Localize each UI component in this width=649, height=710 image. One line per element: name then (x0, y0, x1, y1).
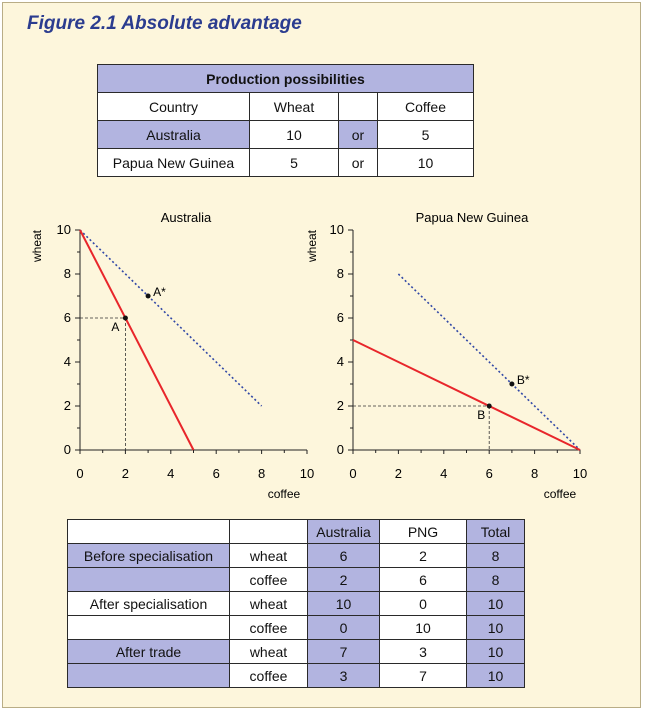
table-cell: 3 (380, 640, 467, 664)
table-header: Production possibilities (98, 65, 474, 93)
production-possibility-line (80, 230, 194, 450)
y-tick-label: 0 (336, 442, 344, 457)
x-tick-label: 6 (485, 466, 493, 481)
production-possibility-line (353, 340, 580, 450)
x-tick-label: 4 (440, 466, 448, 481)
table-cell: wheat (230, 544, 308, 568)
x-tick-label: 0 (349, 466, 357, 481)
table-cell: 10 (467, 640, 525, 664)
table-cell: 10 (467, 616, 525, 640)
chart-papua-new-guinea (305, 210, 587, 501)
y-tick-label: 2 (63, 398, 71, 413)
y-tick-label: 4 (63, 354, 71, 369)
table-cell: 2 (380, 544, 467, 568)
table-cell: coffee (230, 664, 308, 688)
row-label (68, 664, 230, 688)
table-cell: 0 (308, 616, 380, 640)
table-cell: 8 (467, 568, 525, 592)
y-tick-label: 4 (336, 354, 344, 369)
y-tick-label: 2 (336, 398, 344, 413)
table-cell: 3 (308, 664, 380, 688)
column-header: Coffee (378, 93, 474, 121)
point-b-star-marker (509, 382, 514, 387)
point-b-label: B (477, 408, 486, 422)
x-tick-label: 10 (572, 466, 588, 481)
point-a-label: A (111, 320, 120, 334)
y-tick-label: 10 (56, 222, 71, 237)
table-cell: 10 (250, 121, 339, 149)
table-cell: 10 (467, 664, 525, 688)
table-cell: 0 (380, 592, 467, 616)
table-cell: 5 (378, 121, 474, 149)
table-cell: coffee (230, 616, 308, 640)
table-cell: 6 (308, 544, 380, 568)
y-tick-label: 10 (329, 222, 344, 237)
chart-title: Papua New Guinea (415, 210, 529, 225)
table-cell: 10 (380, 616, 467, 640)
x-tick-label: 2 (394, 466, 403, 481)
x-tick-label: 2 (121, 466, 130, 481)
x-axis-label: coffee (543, 487, 577, 501)
table-cell: 8 (467, 544, 525, 568)
column-header: Australia (308, 520, 380, 544)
table-cell: 10 (378, 149, 474, 177)
y-tick-label: 6 (63, 310, 71, 325)
table-cell: wheat (230, 592, 308, 616)
row-label: Before specialisation (68, 544, 230, 568)
row-label (68, 616, 230, 640)
x-tick-label: 4 (167, 466, 175, 481)
table-cell: Australia (98, 121, 250, 149)
table-cell: 10 (308, 592, 380, 616)
y-tick-label: 8 (63, 266, 71, 281)
column-header (230, 520, 308, 544)
point-b-marker (487, 404, 492, 409)
point-a-marker (123, 316, 128, 321)
y-tick-label: 8 (336, 266, 344, 281)
figure-title: Figure 2.1 Absolute advantage (27, 13, 302, 34)
table-cell: 6 (380, 568, 467, 592)
column-header: Total (467, 520, 525, 544)
y-axis-label: wheat (305, 229, 319, 263)
table-cell: 7 (308, 640, 380, 664)
x-tick-label: 6 (212, 466, 220, 481)
table-cell: or (339, 149, 378, 177)
column-header: Wheat (250, 93, 339, 121)
x-tick-label: 10 (299, 466, 315, 481)
table-cell: coffee (230, 568, 308, 592)
point-a-star-label: A* (153, 285, 166, 299)
chart-australia (30, 210, 314, 501)
chart-title: Australia (160, 210, 212, 225)
table-cell: or (339, 121, 378, 149)
table-cell: 7 (380, 664, 467, 688)
point-a-star-marker (146, 294, 151, 299)
row-label: After trade (68, 640, 230, 664)
y-tick-label: 0 (63, 442, 71, 457)
table-cell: Papua New Guinea (98, 149, 250, 177)
x-axis-label: coffee (267, 487, 301, 501)
specialisation-results-table (67, 519, 525, 688)
x-tick-label: 8 (530, 466, 539, 481)
column-header: Country (98, 93, 250, 121)
table-cell: wheat (230, 640, 308, 664)
x-tick-label: 8 (257, 466, 266, 481)
point-b-star-label: B* (516, 373, 530, 387)
row-label (68, 568, 230, 592)
table-cell: 2 (308, 568, 380, 592)
y-axis-label: wheat (30, 229, 44, 263)
column-header (68, 520, 230, 544)
x-tick-label: 0 (76, 466, 84, 481)
table-cell: 10 (467, 592, 525, 616)
y-tick-label: 6 (336, 310, 344, 325)
tick-group (330, 222, 588, 481)
table-cell: 5 (250, 149, 339, 177)
column-header: PNG (380, 520, 467, 544)
row-label: After specialisation (68, 592, 230, 616)
